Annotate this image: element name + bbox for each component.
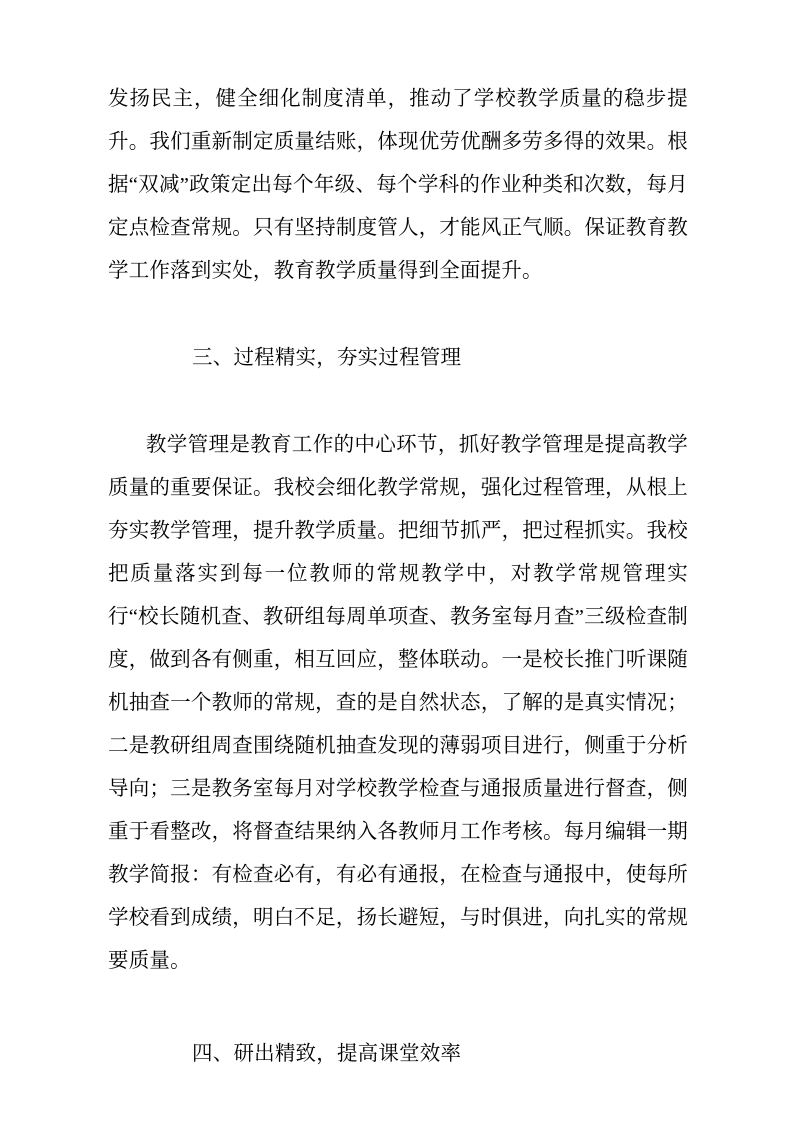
spacer xyxy=(108,983,688,1033)
section-heading-three: 三、过程精实，夯实过程管理 xyxy=(192,347,462,369)
spacer xyxy=(108,293,688,337)
section-heading-four: 四、研出精致，提高课堂效率 xyxy=(192,1043,462,1065)
spacer xyxy=(108,380,688,424)
document-body xyxy=(108,78,688,1076)
paragraph-process-management: 教学管理是教育工作的中心环节，抓好教学管理是提高教学质量的重要保证。我校会细化教学常规，强化过程管理，从根上夯实教学管理，提升教学质量。把细节抓严，把过程抓实。我校把质量落实到每一位教师的常规教学中，对教学常规管理实行“校长随机查、教研组每周单项查、教务室每月查”三级检查制度，做到各有侧重，相互回应，整体联动。一是校长推门听课随机抽查一个教师的常规，查的是自然状态，了解的是真实情况；二是教研组周查围绕随机抽查发现的薄弱项目进行，侧重于分析导向；三是教务室每月对学校教学检查与通报质量进行督查，侧重于看整改，将督查结果纳入各教师月工作考核。每月编辑一期教学简报：有检查必有，有必有通报，在检查与通报中，使每所学校看到成绩，明白不足，扬长避短，与时俱进，向扎实的常规要质量。 xyxy=(108,434,688,972)
paragraph-continuation: 发扬民主，健全细化制度清单，推动了学校教学质量的稳步提升。我们重新制定质量结账，体现优劳优酬多劳多得的效果。根据“双减”政策定出每个年级、每个学科的作业种类和次数，每月定点检查常规。只有坚持制度管人，才能风正气顺。保证教育教学工作落到实处，教育教学质量得到全面提升。 xyxy=(108,88,688,282)
